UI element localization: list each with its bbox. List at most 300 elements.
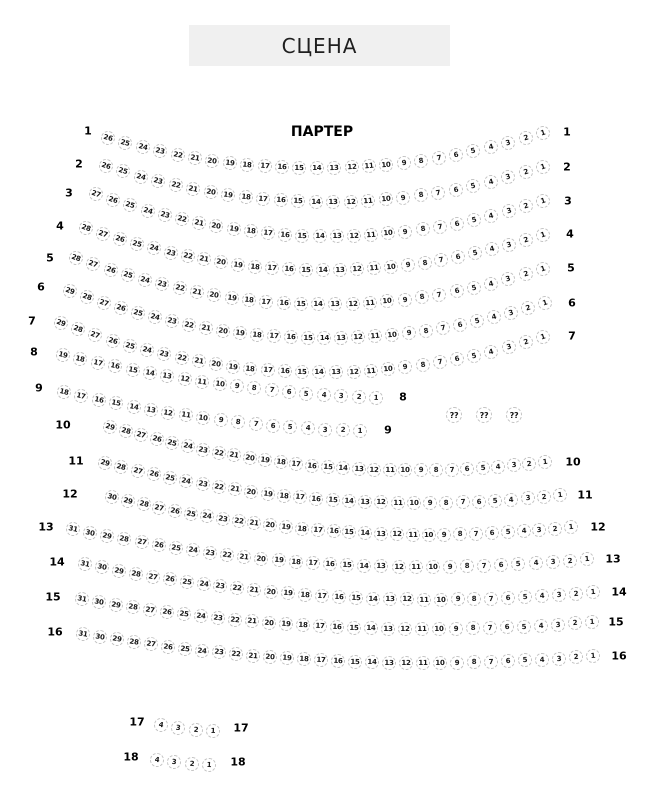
seat-7-2[interactable]: 2 [517,334,534,351]
seat-1-24[interactable]: 24 [134,139,151,156]
seat-9-7[interactable]: 7 [248,416,263,431]
seat-2-1[interactable]: 1 [534,158,552,176]
seat-7-25[interactable]: 25 [121,337,138,354]
seat-12-5[interactable]: 5 [500,525,515,540]
seat-7-10[interactable]: 10 [380,362,395,377]
seat-2-21[interactable]: 21 [185,181,201,197]
seat-8-7[interactable]: 7 [264,383,279,398]
seat-8-15[interactable]: 15 [124,362,140,378]
seat-9-13[interactable]: 13 [143,402,159,418]
seat-4-12[interactable]: 12 [349,262,364,277]
seat-7-28[interactable]: 28 [69,320,87,338]
seat-11-8[interactable]: 8 [439,496,453,510]
seat-10-25[interactable]: 25 [164,435,181,452]
seat-12-9[interactable]: 9 [437,528,451,542]
seat-16-28[interactable]: 28 [126,634,142,650]
seat-4-7[interactable]: 7 [433,252,449,268]
seat-6-17[interactable]: 17 [266,329,281,344]
seat-13-6[interactable]: 6 [494,558,509,573]
seat-7-21[interactable]: 21 [191,353,207,369]
seat-10-6[interactable]: 6 [460,462,475,477]
seat-11-25[interactable]: 25 [162,470,178,486]
seat-2-15[interactable]: 15 [291,194,306,209]
seat-6-9[interactable]: 9 [401,325,417,341]
seat-12-17[interactable]: 17 [310,523,325,538]
seat-16-20[interactable]: 20 [262,649,277,664]
seat-13-29[interactable]: 29 [99,528,115,544]
seat-unknown-3[interactable]: ?? [506,407,522,423]
seat-3-14[interactable]: 14 [312,229,326,243]
seat-2-18[interactable]: 18 [238,189,254,205]
seat-16-8[interactable]: 8 [467,655,481,669]
seat-12-23[interactable]: 23 [215,511,231,527]
seat-12-27[interactable]: 27 [151,499,168,516]
seat-6-12[interactable]: 12 [351,330,366,345]
seat-12-25[interactable]: 25 [183,505,199,521]
seat-12-6[interactable]: 6 [485,526,500,541]
seat-6-22[interactable]: 22 [181,317,197,333]
seat-13-18[interactable]: 18 [288,554,303,569]
seat-7-17[interactable]: 17 [260,363,275,378]
seat-2-22[interactable]: 22 [168,177,185,194]
seat-15-26[interactable]: 26 [159,604,175,620]
seat-unknown-2[interactable]: ?? [476,407,492,423]
seat-15-18[interactable]: 18 [296,618,311,633]
seat-11-13[interactable]: 13 [358,495,373,510]
seat-13-17[interactable]: 17 [305,555,320,570]
seat-14-30[interactable]: 30 [94,559,110,575]
seat-5-23[interactable]: 23 [154,276,171,293]
seat-10-3[interactable]: 3 [506,458,521,473]
seat-16-16[interactable]: 16 [331,654,346,669]
seat-11-19[interactable]: 19 [260,486,276,502]
seat-6-29[interactable]: 29 [61,282,79,300]
seat-4-20[interactable]: 20 [213,254,229,270]
seat-15-30[interactable]: 30 [91,594,107,610]
seat-10-28[interactable]: 28 [117,423,134,440]
seat-8-18[interactable]: 18 [72,351,89,368]
seat-12-7[interactable]: 7 [469,527,484,542]
seat-3-7[interactable]: 7 [432,219,448,235]
seat-11-4[interactable]: 4 [504,492,519,507]
seat-9-10[interactable]: 10 [195,410,211,426]
seat-10-29[interactable]: 29 [101,418,118,435]
seat-16-15[interactable]: 15 [348,654,362,668]
seat-3-3[interactable]: 3 [500,203,517,220]
seat-14-2[interactable]: 2 [569,586,584,601]
seat-3-9[interactable]: 9 [398,224,414,240]
seat-10-10[interactable]: 10 [398,463,412,477]
seat-15-31[interactable]: 31 [74,591,90,607]
seat-6-10[interactable]: 10 [385,327,400,342]
seat-1-13[interactable]: 13 [327,161,341,175]
seat-13-19[interactable]: 19 [271,553,286,568]
seat-1-9[interactable]: 9 [396,155,412,171]
seat-3-13[interactable]: 13 [330,229,344,243]
seat-8-10[interactable]: 10 [212,376,228,392]
seat-12-12[interactable]: 12 [390,527,404,541]
seat-7-9[interactable]: 9 [397,359,413,375]
seat-15-28[interactable]: 28 [125,599,141,615]
seat-12-18[interactable]: 18 [294,521,309,536]
seat-14-18[interactable]: 18 [298,587,313,602]
seat-4-1[interactable]: 1 [534,226,552,244]
seat-12-3[interactable]: 3 [532,522,547,537]
seat-unknown-1[interactable]: ?? [446,407,462,423]
seat-15-8[interactable]: 8 [466,621,480,635]
seat-6-4[interactable]: 4 [486,309,503,326]
seat-6-11[interactable]: 11 [368,329,383,344]
seat-5-20[interactable]: 20 [206,287,222,303]
seat-8-16[interactable]: 16 [107,358,123,374]
seat-6-26[interactable]: 26 [112,299,129,316]
seat-11-2[interactable]: 2 [536,489,551,504]
seat-13-26[interactable]: 26 [151,537,167,553]
seat-10-1[interactable]: 1 [537,454,553,470]
seat-5-6[interactable]: 6 [448,283,464,299]
seat-4-2[interactable]: 2 [517,232,534,249]
seat-5-27[interactable]: 27 [84,255,102,273]
seat-17-2[interactable]: 2 [188,722,203,737]
seat-15-27[interactable]: 27 [142,602,158,618]
seat-15-10[interactable]: 10 [432,622,446,636]
seat-9-2[interactable]: 2 [335,423,350,438]
seat-14-29[interactable]: 29 [111,562,127,578]
seat-11-6[interactable]: 6 [471,494,486,509]
seat-11-26[interactable]: 26 [145,466,162,483]
seat-14-4[interactable]: 4 [535,589,550,604]
seat-9-15[interactable]: 15 [108,395,124,411]
seat-16-10[interactable]: 10 [433,656,447,670]
seat-9-9[interactable]: 9 [213,412,229,428]
seat-7-18[interactable]: 18 [243,361,258,376]
seat-8-19[interactable]: 19 [55,347,72,364]
seat-1-6[interactable]: 6 [448,147,464,163]
seat-3-23[interactable]: 23 [156,207,173,224]
seat-9-5[interactable]: 5 [283,420,298,435]
seat-4-9[interactable]: 9 [400,257,416,273]
seat-2-20[interactable]: 20 [203,184,219,200]
seat-5-17[interactable]: 17 [259,294,274,309]
seat-2-3[interactable]: 3 [499,169,516,186]
seat-4-22[interactable]: 22 [179,248,195,264]
seat-10-9[interactable]: 9 [414,463,428,477]
seat-5-7[interactable]: 7 [431,286,447,302]
seat-6-3[interactable]: 3 [502,304,519,321]
seat-3-26[interactable]: 26 [104,191,122,209]
seat-11-9[interactable]: 9 [423,496,437,510]
seat-2-4[interactable]: 4 [482,173,499,190]
seat-5-14[interactable]: 14 [311,297,325,311]
seat-6-1[interactable]: 1 [536,294,554,312]
seat-11-11[interactable]: 11 [390,496,404,510]
seat-13-28[interactable]: 28 [116,531,132,547]
seat-15-25[interactable]: 25 [176,606,192,622]
seat-11-23[interactable]: 23 [194,476,210,492]
seat-13-15[interactable]: 15 [340,558,355,573]
seat-11-24[interactable]: 24 [178,473,194,489]
seat-2-23[interactable]: 23 [150,173,167,190]
seat-15-1[interactable]: 1 [584,614,599,629]
seat-14-13[interactable]: 13 [383,592,397,606]
seat-6-23[interactable]: 23 [163,313,180,330]
seat-4-13[interactable]: 13 [333,263,347,277]
seat-4-27[interactable]: 27 [94,225,112,243]
seat-5-28[interactable]: 28 [67,249,85,267]
seat-15-21[interactable]: 21 [244,614,259,629]
seat-11-5[interactable]: 5 [488,493,503,508]
seat-7-3[interactable]: 3 [500,339,517,356]
seat-3-10[interactable]: 10 [381,226,396,241]
seat-13-13[interactable]: 13 [374,559,388,573]
seat-11-16[interactable]: 16 [309,491,324,506]
seat-9-14[interactable]: 14 [125,398,141,414]
seat-1-7[interactable]: 7 [431,150,447,166]
seat-6-25[interactable]: 25 [129,304,146,321]
seat-6-8[interactable]: 8 [418,323,434,339]
seat-10-21[interactable]: 21 [226,447,242,463]
seat-14-12[interactable]: 12 [400,592,414,606]
seat-6-15[interactable]: 15 [300,331,314,345]
seat-8-4[interactable]: 4 [316,388,331,403]
seat-14-10[interactable]: 10 [434,593,448,607]
seat-14-19[interactable]: 19 [281,586,296,601]
seat-16-29[interactable]: 29 [109,631,125,647]
seat-5-26[interactable]: 26 [102,261,120,279]
seat-1-17[interactable]: 17 [257,159,272,174]
seat-15-3[interactable]: 3 [551,617,566,632]
seat-7-6[interactable]: 6 [449,351,465,367]
seat-9-17[interactable]: 17 [73,388,90,405]
seat-2-25[interactable]: 25 [115,163,132,180]
seat-12-8[interactable]: 8 [453,527,467,541]
seat-9-8[interactable]: 8 [230,414,245,429]
seat-12-11[interactable]: 11 [406,528,420,542]
seat-11-27[interactable]: 27 [129,462,146,479]
seat-15-6[interactable]: 6 [500,620,515,635]
seat-9-18[interactable]: 18 [56,384,73,401]
seat-9-6[interactable]: 6 [265,418,280,433]
seat-13-12[interactable]: 12 [391,559,405,573]
seat-13-25[interactable]: 25 [168,540,184,556]
seat-5-1[interactable]: 1 [534,260,552,278]
seat-16-13[interactable]: 13 [382,655,396,669]
seat-12-4[interactable]: 4 [516,524,531,539]
seat-14-23[interactable]: 23 [213,579,229,595]
seat-8-6[interactable]: 6 [281,384,296,399]
seat-1-10[interactable]: 10 [379,157,394,172]
seat-10-11[interactable]: 11 [382,463,396,477]
seat-1-8[interactable]: 8 [413,153,429,169]
seat-2-5[interactable]: 5 [465,178,482,195]
seat-7-19[interactable]: 19 [225,359,241,375]
seat-14-22[interactable]: 22 [230,581,246,597]
seat-4-21[interactable]: 21 [196,251,212,267]
seat-13-9[interactable]: 9 [443,560,457,574]
seat-3-11[interactable]: 11 [364,227,379,242]
seat-1-15[interactable]: 15 [292,161,306,175]
seat-5-11[interactable]: 11 [363,295,378,310]
seat-12-19[interactable]: 19 [278,519,293,534]
seat-10-7[interactable]: 7 [445,462,460,477]
seat-5-2[interactable]: 2 [517,266,534,283]
seat-10-27[interactable]: 27 [133,427,150,444]
seat-13-27[interactable]: 27 [133,534,149,550]
seat-9-16[interactable]: 16 [91,391,108,408]
seat-14-31[interactable]: 31 [77,556,94,573]
seat-5-21[interactable]: 21 [189,284,205,300]
seat-2-8[interactable]: 8 [413,187,429,203]
seat-5-24[interactable]: 24 [137,271,154,288]
seat-3-16[interactable]: 16 [278,227,293,242]
seat-5-10[interactable]: 10 [380,294,395,309]
seat-6-19[interactable]: 19 [232,325,248,341]
seat-8-2[interactable]: 2 [351,390,366,405]
seat-10-26[interactable]: 26 [148,431,165,448]
seat-14-17[interactable]: 17 [315,589,330,604]
seat-9-12[interactable]: 12 [160,405,176,421]
seat-14-8[interactable]: 8 [467,592,481,606]
seat-7-20[interactable]: 20 [208,356,224,372]
seat-16-18[interactable]: 18 [297,652,312,667]
seat-8-5[interactable]: 5 [299,386,314,401]
seat-7-26[interactable]: 26 [104,332,121,349]
seat-3-21[interactable]: 21 [191,215,207,231]
seat-17-1[interactable]: 1 [206,724,221,739]
seat-14-25[interactable]: 25 [179,574,195,590]
seat-18-3[interactable]: 3 [167,754,182,769]
seat-10-19[interactable]: 19 [257,452,273,468]
seat-16-3[interactable]: 3 [552,651,567,666]
seat-6-28[interactable]: 28 [78,288,96,306]
seat-3-12[interactable]: 12 [347,228,362,243]
seat-4-18[interactable]: 18 [248,259,263,274]
seat-5-13[interactable]: 13 [328,297,342,311]
seat-5-15[interactable]: 15 [294,296,309,311]
seat-16-14[interactable]: 14 [365,655,379,669]
seat-1-12[interactable]: 12 [344,160,359,175]
seat-12-13[interactable]: 13 [374,527,388,541]
seat-4-17[interactable]: 17 [265,261,280,276]
seat-12-24[interactable]: 24 [199,508,215,524]
seat-5-18[interactable]: 18 [241,292,256,307]
seat-12-1[interactable]: 1 [563,519,578,534]
seat-10-12[interactable]: 12 [367,462,382,477]
seat-16-25[interactable]: 25 [177,641,193,657]
seat-14-5[interactable]: 5 [518,590,533,605]
seat-2-13[interactable]: 13 [326,195,340,209]
seat-13-8[interactable]: 8 [460,559,474,573]
seat-11-15[interactable]: 15 [325,493,340,508]
seat-16-2[interactable]: 2 [569,650,584,665]
seat-9-1[interactable]: 1 [353,424,367,438]
seat-4-25[interactable]: 25 [128,235,145,252]
seat-7-4[interactable]: 4 [483,343,500,360]
seat-11-12[interactable]: 12 [374,495,388,509]
seat-3-25[interactable]: 25 [122,197,139,214]
seat-13-5[interactable]: 5 [511,557,526,572]
seat-14-26[interactable]: 26 [162,571,178,587]
seat-15-13[interactable]: 13 [381,621,395,635]
seat-7-22[interactable]: 22 [173,350,190,367]
seat-11-20[interactable]: 20 [243,484,259,500]
seat-3-4[interactable]: 4 [483,207,500,224]
seat-3-20[interactable]: 20 [208,218,224,234]
seat-13-20[interactable]: 20 [254,551,269,566]
seat-4-26[interactable]: 26 [111,230,128,247]
seat-1-2[interactable]: 2 [517,130,534,147]
seat-12-15[interactable]: 15 [342,525,357,540]
seat-1-16[interactable]: 16 [275,160,290,175]
seat-10-16[interactable]: 16 [304,458,319,473]
seat-7-16[interactable]: 16 [277,364,292,379]
seat-2-16[interactable]: 16 [273,193,288,208]
seat-14-16[interactable]: 16 [332,590,347,605]
seat-14-7[interactable]: 7 [484,591,498,605]
seat-1-5[interactable]: 5 [465,143,482,160]
seat-6-6[interactable]: 6 [452,317,468,333]
seat-2-9[interactable]: 9 [395,190,410,205]
seat-13-3[interactable]: 3 [545,554,560,569]
seat-6-5[interactable]: 5 [469,313,486,330]
seat-1-20[interactable]: 20 [204,153,220,169]
seat-14-21[interactable]: 21 [247,583,262,598]
seat-13-4[interactable]: 4 [528,556,543,571]
seat-4-10[interactable]: 10 [383,259,398,274]
seat-18-1[interactable]: 1 [202,758,217,773]
seat-14-6[interactable]: 6 [501,591,516,606]
seat-13-14[interactable]: 14 [357,558,372,573]
seat-14-1[interactable]: 1 [585,584,600,599]
seat-4-19[interactable]: 19 [230,257,246,273]
seat-13-10[interactable]: 10 [426,560,440,574]
seat-8-13[interactable]: 13 [159,368,175,384]
seat-6-18[interactable]: 18 [249,327,264,342]
seat-14-15[interactable]: 15 [349,591,364,606]
seat-7-23[interactable]: 23 [156,346,173,363]
seat-4-24[interactable]: 24 [145,240,162,257]
seat-15-9[interactable]: 9 [449,622,463,636]
seat-4-14[interactable]: 14 [316,263,330,277]
seat-13-2[interactable]: 2 [562,553,577,568]
seat-11-10[interactable]: 10 [407,496,421,510]
seat-7-27[interactable]: 27 [87,326,105,344]
seat-1-22[interactable]: 22 [169,146,185,162]
seat-10-14[interactable]: 14 [336,461,351,476]
seat-13-11[interactable]: 11 [409,560,423,574]
seat-3-27[interactable]: 27 [87,185,105,203]
seat-2-24[interactable]: 24 [132,168,149,185]
seat-6-21[interactable]: 21 [198,320,214,336]
seat-10-22[interactable]: 22 [211,444,227,460]
seat-15-23[interactable]: 23 [210,610,225,625]
seat-1-11[interactable]: 11 [362,159,377,174]
seat-1-4[interactable]: 4 [482,139,499,156]
seat-13-16[interactable]: 16 [323,557,338,572]
seat-4-28[interactable]: 28 [77,219,95,237]
seat-1-14[interactable]: 14 [310,161,324,175]
seat-13-1[interactable]: 1 [579,551,594,566]
seat-14-11[interactable]: 11 [417,593,431,607]
seat-15-24[interactable]: 24 [193,608,208,623]
seat-3-18[interactable]: 18 [243,223,259,239]
seat-3-6[interactable]: 6 [449,215,465,231]
seat-8-17[interactable]: 17 [89,354,106,371]
seat-11-14[interactable]: 14 [341,494,356,509]
seat-10-24[interactable]: 24 [179,438,196,455]
seat-10-17[interactable]: 17 [289,456,304,471]
seat-10-20[interactable]: 20 [242,450,258,466]
